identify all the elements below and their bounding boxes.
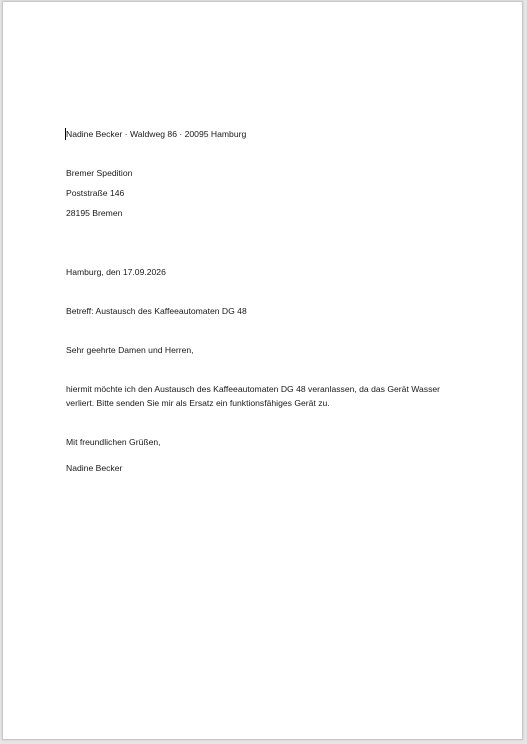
body-line-1: hiermit möchte ich den Austausch des Kaffeeautomaten DG 48 veranlassen, da das Gerät Wasser xyxy=(66,384,441,394)
date-line: Hamburg, den 17.09.2026 xyxy=(66,267,166,277)
subject-line: Betreff: Austausch des Kaffeeautomaten DG 48 xyxy=(66,306,247,316)
recipient-name: Bremer Spedition xyxy=(66,168,133,178)
body-line-2: verliert. Bitte senden Sie mir als Ersatz ein funktionsfähiges Gerät zu. xyxy=(66,398,330,408)
recipient-city: 28195 Bremen xyxy=(66,208,123,218)
sender-line: Nadine Becker · Waldweg 86 · 20095 Hamburg xyxy=(66,129,247,139)
recipient-street: Poststraße 146 xyxy=(66,188,125,198)
salutation: Sehr geehrte Damen und Herren, xyxy=(66,345,194,355)
document-page[interactable] xyxy=(2,1,523,740)
signature: Nadine Becker xyxy=(66,463,123,473)
closing: Mit freundlichen Grüßen, xyxy=(66,437,161,447)
